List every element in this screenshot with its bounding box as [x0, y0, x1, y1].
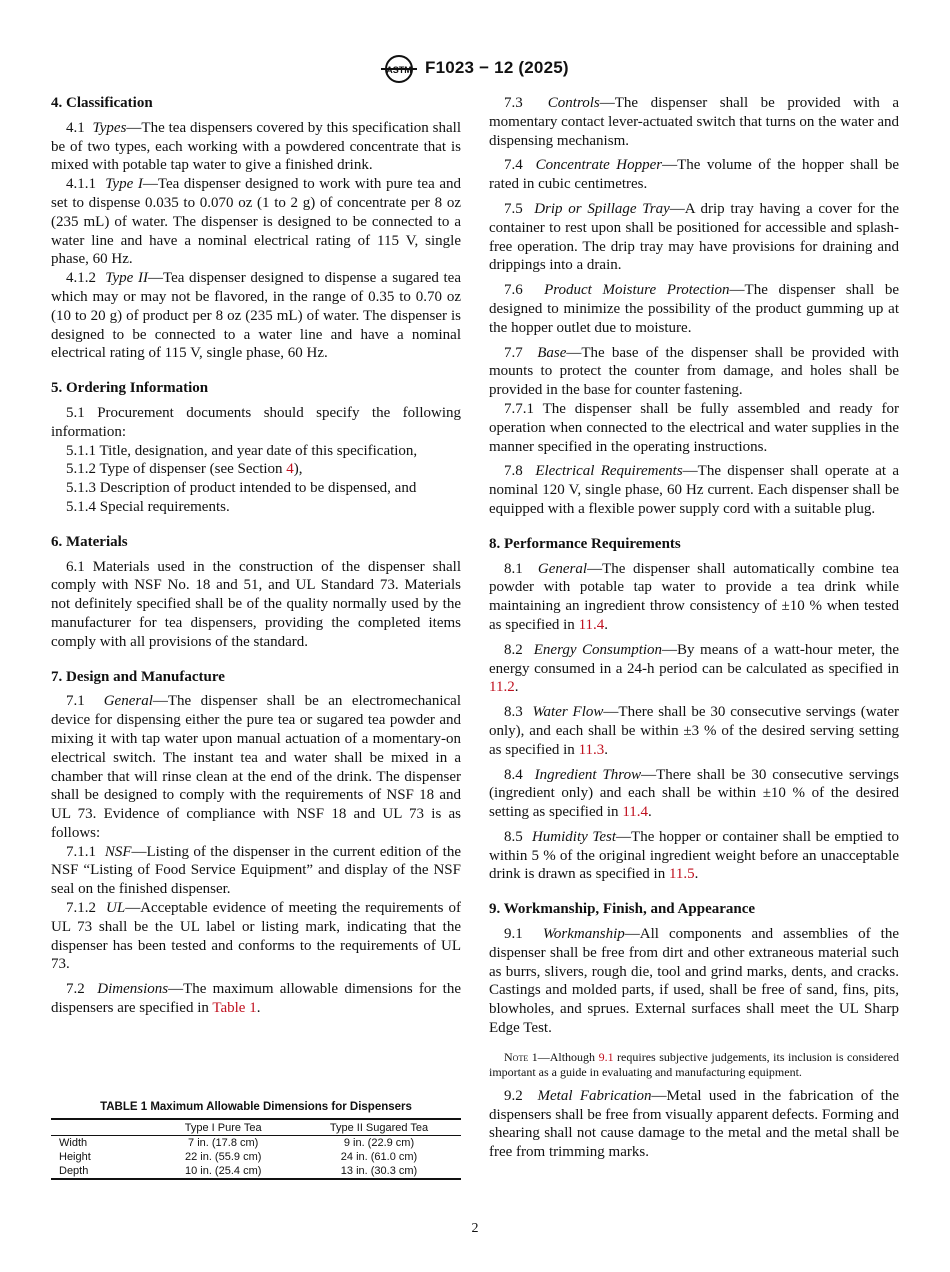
- section-heading: 9. Workmanship, Finish, and Appearance: [489, 901, 756, 918]
- paragraph-8-2: 8.2 Energy Consumption—By means of a watt-hour meter, the energy consumed in a 24-h period can be calculated as specified in 11.2.: [489, 641, 899, 696]
- svg-text:ASTM: ASTM: [386, 65, 412, 75]
- paragraph-7-6: 7.6 Product Moisture Protection—The dispenser shall be designed to minimize the possibility of the product gumming up at the hopper outlet due to moisture.: [489, 282, 899, 336]
- table-cell: 9 in. (22.9 cm): [343, 1137, 415, 1149]
- table-header-cell: Type I Pure Tea: [184, 1122, 262, 1134]
- paragraph-8-1: 8.1 General—The dispenser shall automatically combine tea powder with potable tap water to provide a tea drink while maintaining an ingredient throw consistency of ±10 % when tested as specified in 11.4.: [489, 560, 900, 633]
- table-cell: 10 in. (25.4 cm): [184, 1165, 262, 1177]
- table-cell: Width: [59, 1137, 88, 1149]
- paragraph-7-7-1: 7.7.1 The dispenser shall be fully assembled and ready for operation when connected to the electrical and water supplies in the manner specified in the operating instructions.: [489, 400, 899, 455]
- section-heading: 5. Ordering Information: [51, 380, 209, 397]
- section-11-4-link[interactable]: 11.4: [578, 616, 605, 633]
- paragraph-6-1: 6.1 Materials used in the construction of the dispenser shall comply with NSF No. 18 and 51, and UL Standard 73. Materials not definitely specified shall be of the quality normally used by the manufacturer for tea dispensers, providing the completed items comply with all provisions of the standard.: [51, 558, 461, 650]
- paragraph-8-5: 8.5 Humidity Test—The hopper or container shall be emptied to within 5 % of the original ingredient weight before an unacceptable drink is drawn as specified in 11.5.: [489, 828, 900, 883]
- paragraph-7-1: 7.1 General—The dispenser shall be an electromechanical device for dispensing either the pure tea or sugared tea powder and mixing it with tap water upon manual actuation of a momentary-on electrical switch. The instant tea and water shall be mixed in a chamber that will rinse clean at the end of the drink. The dispenser shall be designed to comply with the requirements of NSF 18 and UL 73. Evidence of compliance with NSF 18 and UL 73 is as follows:: [51, 693, 461, 841]
- paragraph-5-1-4: 5.1.4 Special requirements.: [66, 498, 230, 515]
- paragraph-5-1-2: 5.1.2 Type of dispenser (see Section 4),: [66, 461, 303, 478]
- paragraph-5-1-3: 5.1.3 Description of product intended to be dispensed, and: [66, 480, 417, 497]
- paragraph-5-1: 5.1 Procurement documents should specify the following information:: [51, 404, 461, 440]
- table-title: TABLE 1 Maximum Allowable Dimensions for Dispensers: [100, 1101, 412, 1113]
- table-cell: 22 in. (55.9 cm): [184, 1151, 262, 1163]
- section-11-2-link[interactable]: 11.2: [489, 679, 515, 696]
- paragraph-7-1-2: 7.1.2 UL—Acceptable evidence of meeting the requirements of UL 73 shall be the UL label or listing mark, indicating that the dispenser has been tested and conforms to the requirements of UL 73.: [51, 900, 461, 973]
- table-1: [51, 1101, 461, 1180]
- paragraph-8-4: 8.4 Ingredient Throw—There shall be 30 consecutive servings (ingredient only) and each shall be within ±10 % of the desired setting as specified in 11.4.: [489, 766, 899, 821]
- table-header-cell: Type II Sugared Tea: [329, 1122, 429, 1134]
- paragraph-7-1-1: 7.1.1 NSF—Listing of the dispenser in the current edition of the NSF “Listing of Food Service Equipment” and display of the NSF seal on the finished dispenser.: [51, 843, 462, 898]
- table-cell: 24 in. (61.0 cm): [340, 1151, 418, 1163]
- table-cell: Depth: [59, 1165, 89, 1177]
- paragraph-9-2: 9.2 Metal Fabrication—Metal used in the fabrication of the dispensers shall be free from visually apparent defects. Forming and shearing shall not cause damage to the metal and the metal shall be free from trimming marks.: [489, 1087, 900, 1161]
- astm-logo: [379, 54, 419, 84]
- table-cell: 13 in. (30.3 cm): [340, 1165, 418, 1177]
- document-designation: F1023 − 12 (2025): [425, 58, 569, 77]
- section-heading: 7. Design and Manufacture: [51, 668, 225, 685]
- section-4-link[interactable]: 4: [286, 461, 294, 478]
- table-header-row: [51, 1119, 461, 1136]
- section-9-1-link[interactable]: 9.1: [598, 1049, 614, 1064]
- paragraph-4-1-2: 4.1.2 Type II—Tea dispenser designed to dispense a sugared tea which may or may not be flavored, in the range of 0.35 to 0.70 oz (10 to 20 g) of product per 8 oz (235 mL) of water. The dispenser is designed to be connected to a water line and have a nominal electrical rating of 115 V, single phase, 60 Hz.: [51, 270, 461, 362]
- section-11-5-link[interactable]: 11.5: [668, 866, 695, 883]
- paragraph-8-3: 8.3 Water Flow—There shall be 30 consecutive servings (water only), and each shall be within ±3 % of the desired serving setting as specified in 11.3.: [489, 704, 900, 758]
- page-number: 2: [471, 1221, 479, 1236]
- table-row: [51, 1164, 461, 1179]
- paragraph-4-1: 4.1 Types—The tea dispensers covered by this specification shall be of two types, each working with a powdered concentrate that is mixed with potable tap water to give a finished drink.: [51, 119, 462, 174]
- right-column: [489, 94, 899, 1162]
- paragraph-7-8: 7.8 Electrical Requirements—The dispenser shall operate at a nominal 120 V, single phase, 60 Hz current. Each dispenser shall be equipped with a flexible power supply cord with a suitable plug.: [489, 463, 899, 517]
- section-11-3-link[interactable]: 11.3: [578, 741, 605, 758]
- section-heading: 4. Classification: [51, 95, 153, 111]
- paragraph-7-5: 7.5 Drip or Spillage Tray—A drip tray having a cover for the container to rest upon shall be positioned for accessible and splash-free operation. The drip tray may have provisions for draining and drippings into a drain.: [489, 200, 899, 274]
- paragraph-9-1: 9.1 Workmanship—All components and assemblies of the dispenser shall be free from dirt and other extraneous material such as burrs, slivers, rough die, tool and grind marks, dents, and cracks. Castings and molded parts, if used, shall be free of sand, fins, pits, blowholes, and sprues. External surfaces shall meet the UL Sharp Edge Test.: [489, 926, 900, 1037]
- section-heading: 6. Materials: [51, 533, 128, 550]
- note-1: Note 1—Although 9.1 requires subjective judgements, its inclusion is considered important as a guide in evaluating and manufacturing equipment.: [489, 1049, 899, 1080]
- paragraph-4-1-1: 4.1.1 Type I—Tea dispenser designed to work with pure tea and set to dispense 0.035 to 0.070 oz (1 to 2 g) of concentrate per 8 oz (235 mL) of water. The dispenser is designed to be connected to a water line and have a nominal electrical rating of 115 V, single phase, 60 Hz.: [51, 176, 461, 268]
- dimensions-table: [51, 1118, 461, 1180]
- table-header-cell: [51, 1119, 149, 1136]
- table-row: [51, 1136, 461, 1151]
- table-cell: Height: [59, 1151, 91, 1163]
- table-1-link[interactable]: Table 1: [212, 1000, 257, 1017]
- left-column: [51, 94, 461, 1018]
- paragraph-7-4: 7.4 Concentrate Hopper—The volume of the hopper shall be rated in cubic centimetres.: [489, 157, 899, 193]
- paragraph-5-1-1: 5.1.1 Title, designation, and year date of this specification,: [66, 442, 418, 459]
- table-row: [51, 1150, 461, 1164]
- section-11-4-link[interactable]: 11.4: [622, 804, 649, 821]
- section-heading: 8. Performance Requirements: [489, 535, 681, 552]
- paragraph-7-7: 7.7 Base—The base of the dispenser shall be provided with mounts to protect the counter from damage, and holes shall be provided in the base for counter fastening.: [489, 344, 900, 399]
- paragraph-7-2: 7.2 Dimensions—The maximum allowable dimensions for the dispensers are specified in Table 1.: [51, 981, 461, 1017]
- table-cell: 7 in. (17.8 cm): [188, 1137, 259, 1149]
- paragraph-7-3: 7.3 Controls—The dispenser shall be provided with a momentary contact lever-actuated switch that turns on the water and dispensing mechanism.: [489, 95, 900, 149]
